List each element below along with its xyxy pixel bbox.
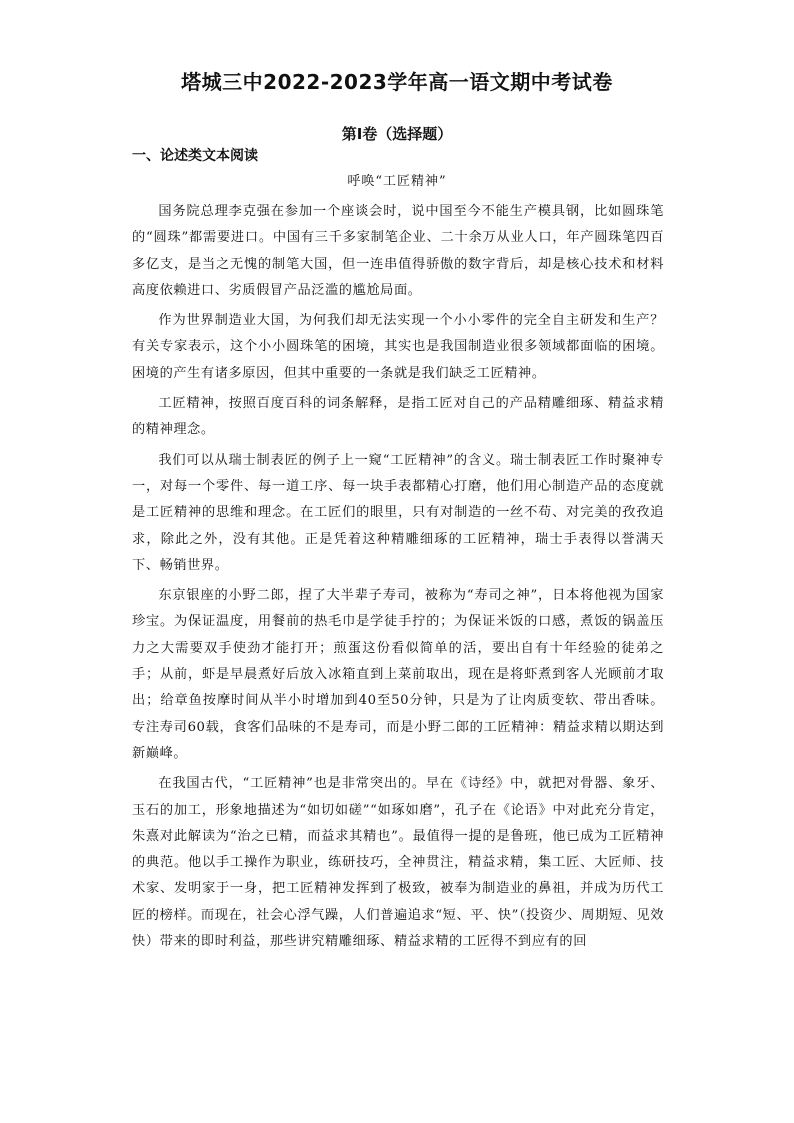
exam-title: 塔城三中2022-2023学年高一语文期中考试卷: [181, 70, 613, 94]
article-title: 呼唤“工匠精神”: [347, 174, 447, 189]
paragraph: 在我国古代，“工匠精神”也是非常突出的。早在《诗经》中，就把对骨器、象牙、玉石的加工，形象地描述为“如切如磋”“如琢如磨”，孔子在《论语》中对此充分肯定，朱熹对此解读为“治之已精，而益求其精也”。最值得一提的是鲁班，他已成为工匠精神的典范。他以手工操作为职业，练研技巧，全神贯注，精益求精，集工匠、大匠师、技术家、发明家于一身，把工匠精神发挥到了极致，被奉为制造业的鼻祖，并成为历代工匠的榜样。而现在，社会心浮气躁，人们普遍追求“短、平、快”（投资少、周期短、见效快）带来的即时利益，那些讲究精雕细琢、精益求精的工匠得不到应有的回: [132, 776, 665, 950]
section-title: 第I卷（选择题）: [341, 125, 453, 143]
paragraph: 东京银座的小野二郎，捏了大半辈子寿司，被称为“寿司之神”，日本将他视为国家珍宝。为保证温度，用餐前的热毛巾是学徒手拧的；为保证米饭的口感，煮饭的锅盖压力之大需要双手使劲才能打开；煎蛋这份看似简单的活，要出自有十年经验的徒弟之手；从前，虾是早晨煮好后放入冰箱直到上菜前取出，现在是将虾煮到客人光顾前才取出；给章鱼按摩时间从半小时增加到40至50分钟，只是为了让肉质变软、带出香味。专注寿司60载，食客们品味的不是寿司，而是小野二郎的工匠精神：精益求精以期达到新巅峰。: [132, 588, 664, 761]
paragraph: 作为世界制造业大国，为何我们却无法实现一个小小零件的完全自主研发和生产？有关专家表示，这个小小圆珠笔的困境，其实也是我国制造业很多领域都面临的困境。困境的产生有诸多原因，但其中重要的一条就是我们缺乏工匠精神。: [132, 313, 664, 381]
article-body: [132, 199, 664, 959]
paragraph: 国务院总理李克强在参加一个座谈会时，说中国至今不能生产模具钢，比如圆珠笔的“圆珠”都需要进口。中国有三千多家制笔企业、二十余万从业人口，年产圆珠笔四百多亿支，是当之无愧的制笔大国，但一连串值得骄傲的数字背后，却是核心技术和材料高度依赖进口、劣质假冒产品泛滥的尴尬局面。: [132, 204, 664, 298]
paragraph: 我们可以从瑞士制表匠的例子上一窥“工匠精神”的含义。瑞士制表匠工作时聚神专一，对每一个零件、每一道工序、每一块手表都精心打磨，他们用心制造产品的态度就是工匠精神的思维和理念。在工匠们的眼里，只有对制造的一丝不苟、对完美的孜孜追求，除此之外，没有其他。正是凭着这种精雕细琢的工匠精神，瑞士手表得以誉满天下、畅销世界。: [132, 452, 664, 573]
part-heading: 一、论述类文本阅读: [132, 148, 258, 164]
paragraph: 工匠精神，按照百度百科的词条解释，是指工匠对自己的产品精雕细琢、精益求精的精神理念。: [132, 396, 664, 438]
